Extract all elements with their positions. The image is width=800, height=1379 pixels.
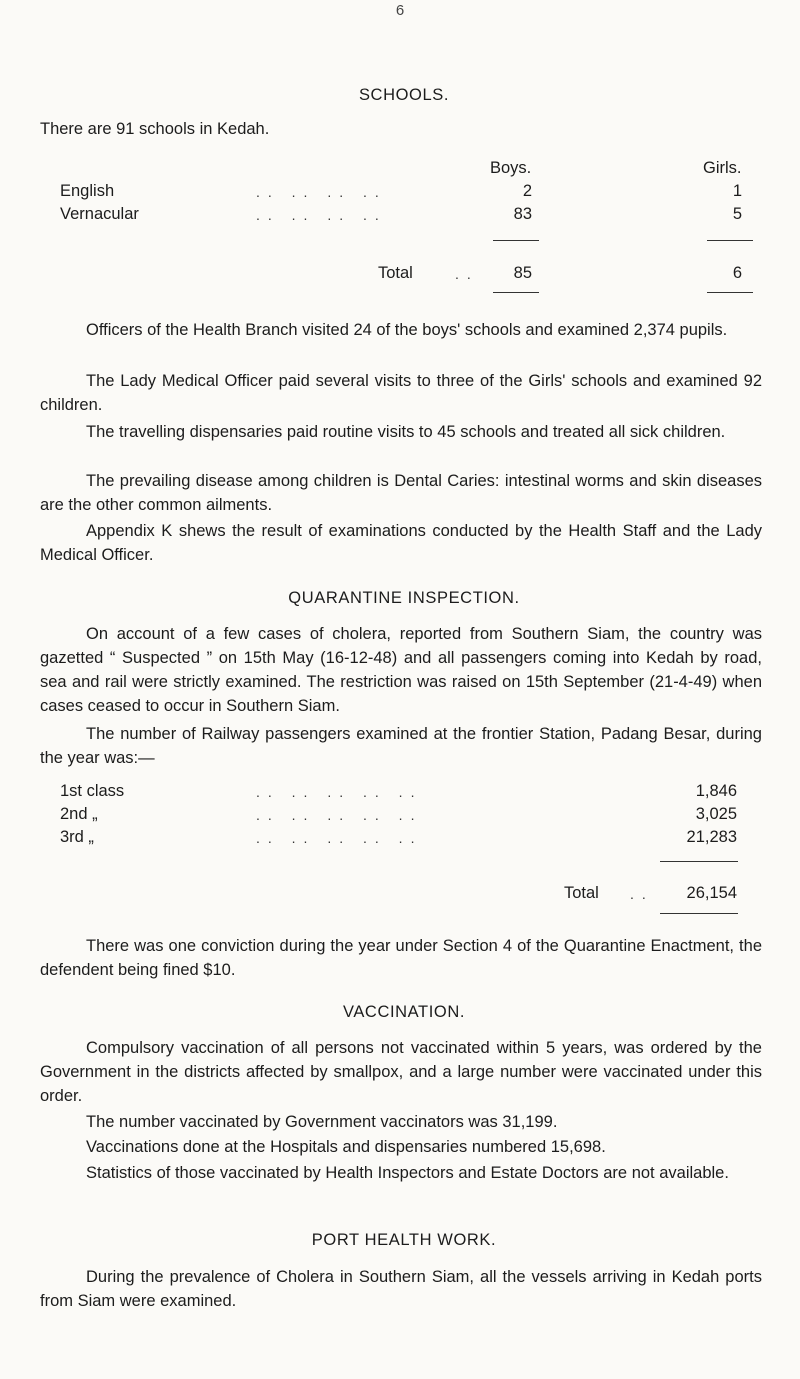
col-header-girls: Girls. — [703, 159, 742, 177]
leader-dots: .. .. .. .. .. — [256, 830, 423, 846]
col-header-boys: Boys. — [490, 159, 532, 177]
paragraph: During the prevalence of Cholera in Southern Siam, all the vessels arriving in Kedah ports from Siam were examined. — [40, 1268, 762, 1310]
paragraph: The travelling dispensaries paid routine visits to 45 schools and treated all sick children. — [86, 423, 726, 441]
paragraph: The number of Railway passengers examined at the frontier Station, Padang Besar, during the year was:— — [40, 725, 762, 767]
leader-dots: .. .. .. .. — [256, 207, 387, 223]
railway-total-label: Total — [564, 884, 599, 902]
port-health-heading: PORT HEALTH WORK. — [311, 1231, 497, 1249]
paragraph: Appendix K shews the result of examinations conducted by the Health Staff and the Lady Medical Officer. — [40, 522, 762, 564]
rule — [660, 861, 738, 862]
paragraph: Officers of the Health Branch visited 24 of the boys' schools and examined 2,374 pupils. — [86, 321, 728, 339]
leader-dots: .. .. .. .. .. — [256, 807, 423, 823]
schools-total-boys: 85 — [513, 264, 532, 282]
vaccination-heading: VACCINATION. — [342, 1003, 466, 1021]
rule — [707, 240, 753, 241]
leader-dots: .. .. .. .. — [256, 184, 387, 200]
paragraph: The number vaccinated by Government vaccinators was 31,199. — [86, 1113, 558, 1131]
schools-intro: There are 91 schools in Kedah. — [40, 120, 270, 138]
quarantine-heading: QUARANTINE INSPECTION. — [288, 589, 520, 607]
schools-row-girls: 5 — [732, 205, 742, 223]
schools-total-girls: 6 — [732, 264, 742, 282]
paragraph: Compulsory vaccination of all persons not vaccinated within 5 years, was ordered by the Government in the districts affected by smallpox, and a large number were vaccinated under this order. — [40, 1039, 762, 1105]
rule — [493, 240, 539, 241]
leader-dots: .. — [455, 266, 479, 282]
railway-class-label: 1st class — [60, 782, 125, 800]
leader-dots: .. .. .. .. .. — [256, 784, 423, 800]
rule — [493, 292, 539, 293]
railway-class-label: 3rd „ — [60, 828, 94, 846]
schools-total-label: Total — [378, 264, 413, 282]
rule — [707, 292, 753, 293]
schools-row-girls: 1 — [732, 182, 742, 200]
paragraph: The prevailing disease among children is Dental Caries: intestinal worms and skin diseases are the other common ailments. — [40, 472, 762, 514]
paragraph: Statistics of those vaccinated by Health Inspectors and Estate Doctors are not available. — [86, 1164, 729, 1182]
railway-total-value: 26,154 — [686, 884, 737, 902]
railway-class-value: 1,846 — [695, 782, 737, 800]
paragraph: There was one conviction during the year under Section 4 of the Quarantine Enactment, the defendent being fined $10. — [40, 937, 762, 979]
leader-dots: .. — [630, 886, 654, 902]
schools-row-label: Vernacular — [60, 205, 139, 223]
paragraph: The Lady Medical Officer paid several visits to three of the Girls' schools and examined 92 children. — [40, 372, 762, 414]
schools-row-label: English — [60, 182, 115, 200]
schools-row-boys: 2 — [522, 182, 532, 200]
railway-class-value: 3,025 — [695, 805, 737, 823]
schools-row-boys: 83 — [513, 205, 532, 223]
schools-heading: SCHOOLS. — [358, 86, 450, 104]
railway-class-label: 2nd „ — [60, 805, 98, 823]
paragraph: On account of a few cases of cholera, reported from Southern Siam, the country was gazetted “ Suspected ” on 15th May (16-12-48) and all passengers coming into Kedah by road, sea and rail were strictly examined. The restriction was raised on 15th September (21-4-49) when cases ceased to occur in Southern Siam. — [40, 625, 762, 715]
page-number: 6 — [395, 2, 405, 19]
rule — [660, 913, 738, 914]
railway-class-value: 21,283 — [686, 828, 737, 846]
paragraph: Vaccinations done at the Hospitals and dispensaries numbered 15,698. — [86, 1138, 606, 1156]
